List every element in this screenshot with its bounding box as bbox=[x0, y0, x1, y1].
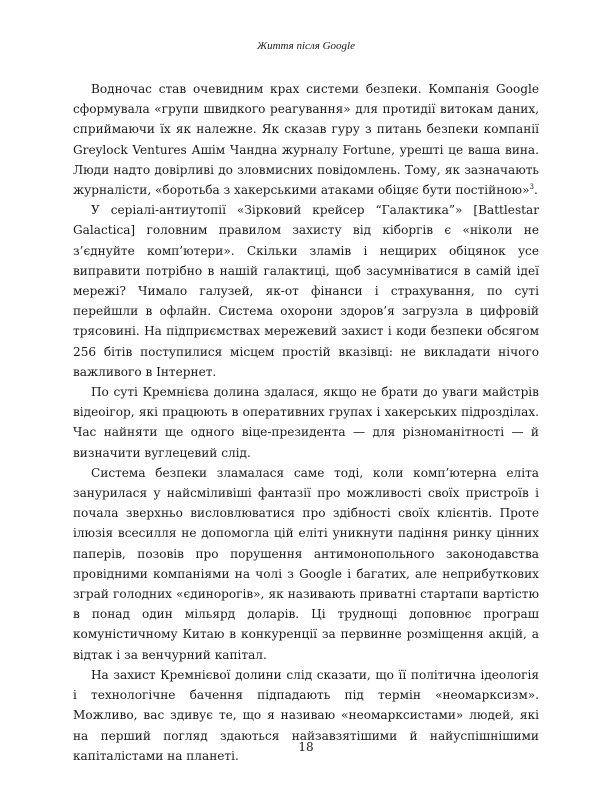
body-text bbox=[73, 79, 539, 766]
paragraph: У серіалі-антиутопії «Зірковий крейсер “Галактика”» [Battlestar Galactica] головним правилом захисту від кіборгів є «ніколи не з’єднуйте комп’ютери». Скільки зламів і нещирих обіцянок усе виправити потрібно в нашій галактиці, щоб засумніватися в самій ідеї мережі? Чимало галузей, як-от фінанси і страхування, по суті перейшли в офлайн. Система охорони здоров’я загрузла в цифровій трясовині. На підприємствах мережевий захист і коди безпеки обсягом 256 бітів поступилися місцем простій вказівці: не викладати нічого важливого в Інтернет. bbox=[73, 203, 539, 379]
paragraph-text: Водночас став очевидним крах системи безпеки. Компанія Google сформувала «групи швидкого реагування» для протидії витокам даних, сприймаючи їх як належне. Як сказав гуру з питань безпеки компанії Greylock Ventures Ашім Чандна журналу Fortune, урешті це ваша вина. Люди надто довірливі до зловмисних повідомлень. Тому, як зазначають журналісти, «боротьба з хакерськими атаками обіцяє бути постійною» bbox=[73, 82, 539, 198]
running-head: Життя після Google bbox=[257, 40, 355, 52]
paragraph: По суті Кремнієва долина здалася, якщо не брати до уваги майстрів відеоігор, які працюють в оперативних групах і хакерських підрозділах. Час найняти ще одного віце-президента — для різноманітності — й визначити вуглецевий слід. bbox=[73, 385, 539, 460]
paragraph: Система безпеки зламалася саме тоді, коли комп’ютерна еліта занурилася у найсміливіші фантазії про можливості своїх пристроїв і почала зверхньо висловлюватися про здібності своїх клієнтів. Проте ілюзія всесилля не допомогла цій еліті уникнути падіння ринку цінних паперів, позовів про порушення антимонопольного законодавства провідними компаніями на чолі з Google і багатих, але неприбуткових зграй голодних «єдинорогів», як називають приватні стартапи вартістю в понад один мільярд доларів. Ці труднощі доповнює програш комуністичному Китаю в конкуренції за первинне розміщення акцій, а відтак і за венчурний капітал. bbox=[73, 465, 539, 662]
paragraph: Водночас став очевидним крах системи безпеки. Компанія Google сформувала «групи швидкого реагування» для протидії витокам даних, сприймаючи їх як належне. Як сказав гуру з питань безпеки компанії Greylock Ventures Ашім Чандна журналу Fortune, урешті це ваша вина. Люди надто довірливі до зловмисних повідомлень. Тому, як зазначають журналісти, «боротьба з хакерськими атаками обіцяє бути постійною»$^3$. bbox=[73, 82, 539, 198]
page-number: 18 bbox=[298, 740, 314, 754]
footnote-reference[interactable]: 3 bbox=[529, 182, 534, 191]
paragraph: На захист Кремнієвої долини слід сказати, що її політична ідеологія і технологічне бачення підпадають під термін «неомарксизм». Можливо, вас здивує те, що я називаю «неомарксистами» людей, які на перший погляд здаються найзавзятішими й найуспішнішими капіталістами на планеті. bbox=[73, 667, 539, 763]
